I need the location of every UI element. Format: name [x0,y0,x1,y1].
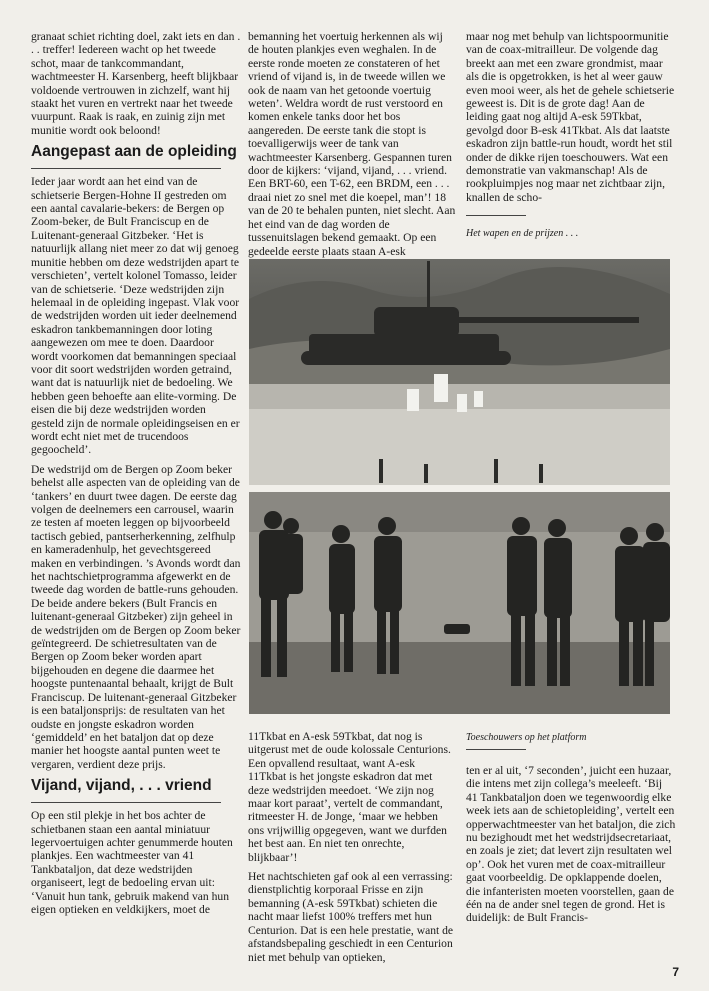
caption-rule [466,214,526,216]
text-column-2-lower [248,730,456,970]
heading-underline [31,801,221,803]
section-heading: Vijand, vijand, . . . vriend [31,777,212,795]
photo-caption: Het wapen en de prijzen . . . [466,228,579,240]
tank-image [249,259,670,485]
paragraph: Op een stil plekje in het bos achter de schietbanen staan een aantal miniatuur legervoertuigen achter genummerde houten plankjes. Een wachtmeester van 41 Tankbataljon, dat deze wedstrijden organiseert, legt de bedoeling ervan uit: ‘Vanuit hun tank, gebruik makend van hun eigen optieken en veldkijkers, moet de [31,809,233,916]
text-column-1 [31,30,241,922]
paragraph: Ieder jaar wordt aan het eind van de schietserie Bergen-Hohne II gestreden om een aantal cavalarie-bekers: de Bergen op Zoom-beker, de Bult Franciscup en de Luitenant-generaal Gitzbeker. ‘Het is natuurlijk allang niet meer zo dat wij genoeg munitie hebben om deze wedstrijden apart te verschieten’, vertelt kolonel Tomasso, leider van de schietserie. ‘Deze wedstrijden zijn helemaal in de opleiding ingepast. Vlak voor de wedstrijden worden uit ieder deelnemend eskadron tankbemanningen door loting aangewezen om mee te doen. Daardoor wordt voorkomen dat bemanningen speciaal voor dit soort wedstrijden worden getraind, want dat is natuurlijk niet de bedoeling. We hebben geen behoefte aan elite-vorming. De eisen die bij deze wedstrijden worden gesteld zijn de normale opleidingseisen en er wordt echt niet met de trucendoos gegoocheld’. [31,175,240,457]
heading-underline [31,167,221,169]
page-number: 7 [672,965,679,979]
tank-photo [249,259,670,485]
paragraph: Het nachtschieten gaf ook al een verrassing: dienstplichtig korporaal Frisse en zijn bemanning (A-esk 59Tkbat) schieten die nacht maar liefst 100% treffers met hun Centurion. Dat is een hele prestatie, want de afstandsbepaling geschiedt in een Centurion niet met behulp van optieken, [248,870,454,964]
text-column-2 [248,30,456,264]
section-heading: Aangepast aan de opleiding [31,143,237,161]
paragraph: maar nog met behulp van lichtspoormunitie van de coax-mitrailleur. De volgende dag breekt aan met een zware grondmist, maar als die is opgetrokken, is het al weer gauw even mooi weer, als het de gehele schietserie geweest is. Dit is de grote dag! Aan de leiding gaat nog altijd A-esk 59Tkbat, gevolgd door B-esk 41Tkbat. Als dat laatste eskadron zijn battle-run houdt, wordt het stil onder de dikke rijen toeschouwers. Wat een demonstratie van vakmanschap! Als de rookpluimpjes nog maar net zichtbaar zijn, knallen de scho- [466,30,675,204]
paragraph: De wedstrijd om de Bergen op Zoom beker behelst alle aspecten van de opleiding van de ‘tankers’ en duurt twee dagen. De eerste dag volgen de deelnemers een carrousel, waarin ze testen af moeten leggen op bijvoorbeeld tactisch gebied, pantserherkenning, zelfhulp en kameradenhulp, het gevechtsgereed maken en verbindingen. ’s Avonds wordt dan het nachtschietprogramma afgewerkt en de tweede dag worden de battle-runs gehouden. De beide andere bekers (Bult Francis en luitenant-generaal Gitzbeker) zijn geheel in de wedstrijden om de Bergen op Zoom beker geïntegreerd. De schietresultaten van de Bergen op Zoom beker worden apart bijgehouden en degene die daarmee het hoogste puntenaantal behaalt, krijgt de Bult Franciscup. De luitenant-generaal Gitzbeker is een bataljonsprijs: de resultaten van het oudste en jongste eskadron worden ‘gemiddeld’ en het bataljon dat op deze manier het hoogste aantal punten weet te vergaren, verdient deze prijs. [31,462,241,771]
paragraph: granaat schiet richting doel, zakt iets en dan . . . treffer! Iedereen wacht op het tweede schot, maar de tankcommandant, wachtmeester H. Karsenberg, heeft blijkbaar voldoende vertrouwen in zichzelf, want hij staakt het vuren en vertrekt naar het tweede vuurpunt. Raak is raak, en zuinig zijn met munitie wordt ook beloond! [31,30,241,137]
paragraph: 11Tkbat en A-esk 59Tkbat, dat nog is uitgerust met de oude kolossale Centurions. Een opvallend resultaat, want A-esk 11Tkbat is het jongste eskadron dat met deze wedstrijden meedoet. ‘We zijn nog maar kort paraat’, vertelt de commandant, ritmeester H. de Jonge, ‘maar we hebben ons vrijwillig opgegeven, want we durfden het best aan. En niet ten onrechte, blijkbaar’! [248,730,451,864]
spectators-photo [249,492,670,714]
paragraph: bemanning het voertuig herkennen als wij de houten plankjes even weghalen. In de eerste ronde moeten ze constateren of het vriend of vijand is, in de tweede willen we ook de naam van het getoonde voertuig weten’. Weldra wordt de rust verstoord en komen enkele tanks door het bos aangereden. De eerste tank die stopt is toevalligerwijs weer de tank van wachtmeester Karsenberg. Gespannen turen door de kijkers: ‘vijand, vijand, . . . vriend. Een BRT-60, een T-62, een BRDM, een . . . draai niet zo snel met die koepel, man’! 18 van de 20 te behalen punten, niet slecht. Aan het eind van de dag worden de tussenuitslagen bekend gemaakt. Op een gedeelde eerste plaats staan A-esk [248,30,456,258]
caption-rule [466,748,526,750]
photo-caption: Toeschouwers op het platform [466,732,587,743]
text-column-3-lower [466,732,676,931]
text-column-3 [466,30,676,240]
paragraph: ten er al uit, ‘7 seconden’, juicht een huzaar, die intens met zijn collega’s meeleeft. ‘Bij 41 Tankbataljon doen we tegenwoordig elke week iets aan de schietopleiding’, vertelt een opperwachtmeester van het bataljon, die zich nu bezighoudt met het wedstrijdsecretariaat, en zoals je ziet; dat levert zijn resultaten wel op’. Ook het vuren met de coax-mitrailleur gaat voorbeeldig. De opklappende doelen, die infanteristen moeten voorstellen, gaan de één na de ander snel tegen de grond. Het is duidelijk: de Bult Francis- [466,764,676,925]
spectators-image [249,492,670,714]
